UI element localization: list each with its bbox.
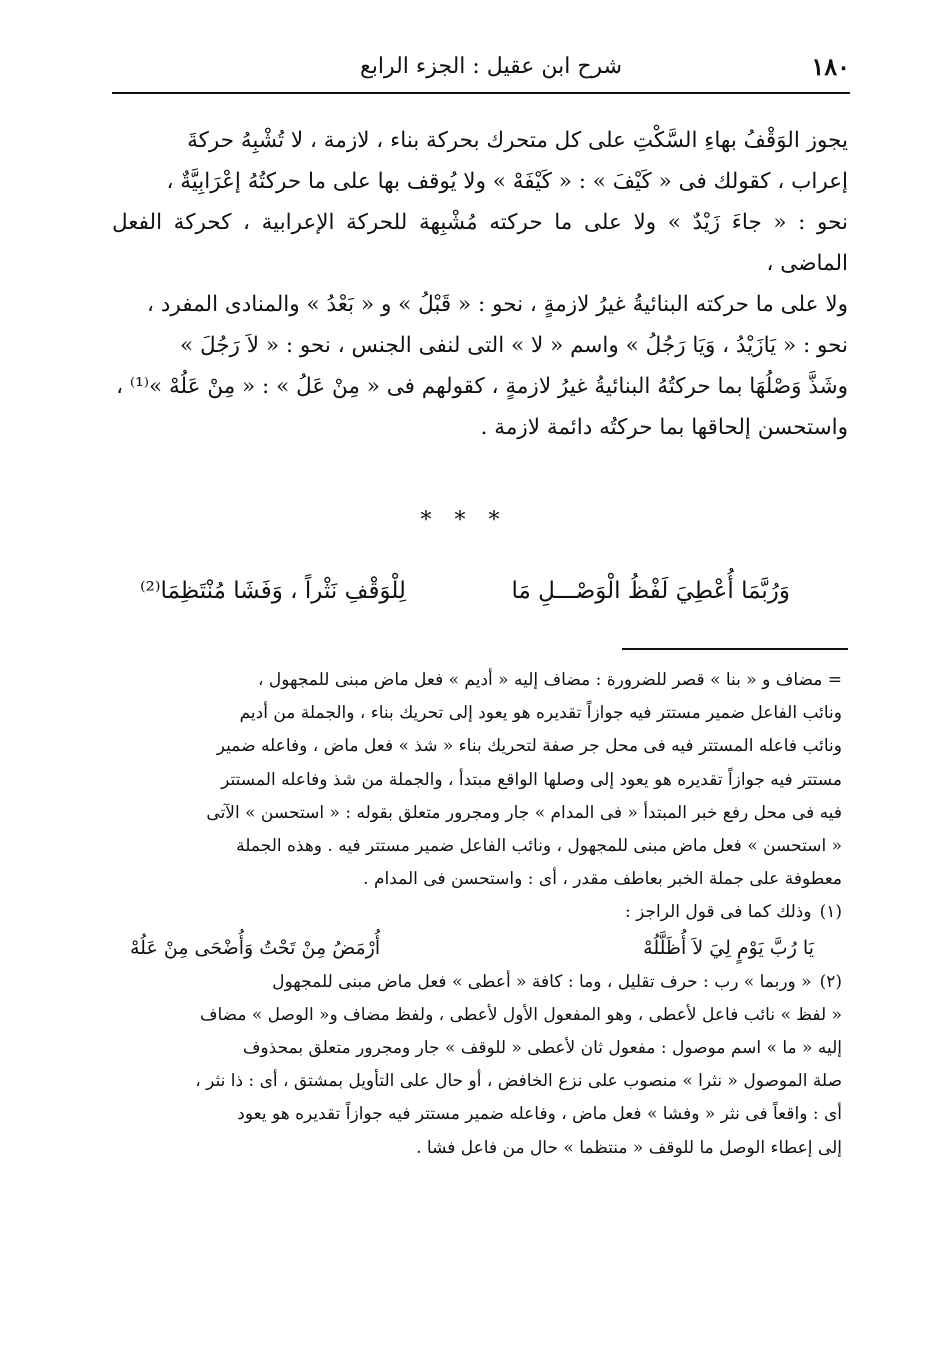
footnote-text: وذلك كما فى قول الراجز :: [624, 902, 812, 923]
footnote-1-intro: [100, 896, 842, 929]
footnote-line: أى : واقعاً فى نثر « وفشا » فعل ماض ، وفاعله ضمير مستتر فيه جوازاً تقديره هو يعود: [237, 1104, 842, 1125]
text-line: نحو : « يَازَيْدُ ، وَيَا رَجُلُ » واسم « لا » التى لنفى الجنس ، نحو : « لاَ رَجُلَ »: [179, 333, 848, 358]
text-line: نحو : « جاءَ زَيْدٌ » ولا على ما حركته مُشْبِهة للحركة الإعرابية ، كحركة الفعل الماضى ،: [112, 210, 848, 276]
text-line: واستحسن إلحاقها بما حركتُه دائمة لازمة .: [480, 415, 848, 440]
footnote-verse: [100, 930, 842, 966]
verse-line: [140, 578, 790, 604]
footnote-line: « استحسن » فعل ماض مبنى للمجهول ، ونائب الفاعل ضمير مستتر فيه . وهذه الجملة: [236, 836, 842, 857]
page-number: ١٨٠: [811, 52, 850, 81]
text-line: ولا على ما حركته البنائيةُ غيرُ لازمةٍ ، نحو : « قَبْلُ » و « بَعْدُ » والمنادى المفرد ،: [147, 292, 848, 317]
footnote-marker: (٢): [819, 971, 842, 992]
text-line: وشَذَّ وَصْلُهَا بما حركتُهُ البنائيةُ غيرُ لازمةٍ ، كقولهم فى « مِنْ عَلُ » : « مِنْ عَلُهْ »⁽¹⁾ ،: [116, 374, 848, 399]
footnote-marker: (١): [819, 902, 842, 923]
footnote-text: « وربما » رب : حرف تقليل ، وما : كافة « أعطى » فعل ماض مبنى للمجهول: [272, 971, 812, 992]
footnote-2-line: [100, 966, 842, 999]
footnote-verse-first: يَا رُبَّ يَوْمٍ لِيَ لاَ أُظَلَّلُهْ: [643, 936, 814, 959]
footnotes: [100, 664, 842, 1165]
verse-hemistich-first: وَرُبَّمَا أُعْطِيَ لَفْظُ الْوَصْـــلِ مَا: [511, 578, 790, 604]
footnote-line: = مضاف و « بنا » قصر للضرورة : مضاف إليه « أديم » فعل ماض مبنى للمجهول ،: [257, 670, 842, 690]
text-line: إعراب ، كقولك فى « كَيْفَ » : « كَيْفَهْ » ولا يُوقف بها على ما حركتُهُ إعْرَابِيَّةٌ ،: [166, 169, 848, 194]
footnote-verse-second: أُرْمَضُ مِنْ تَحْتُ وَأُضْحَى مِنْ عَلُهْ: [130, 936, 381, 959]
footnote-line: ونائب فاعله المستتر فيه فى محل جر صفة لتحريك بناء « شذ » فعل ماض ، وفاعله ضمير: [216, 736, 842, 757]
footnote-rule: [622, 648, 848, 650]
running-title: شرح ابن عقيل : الجزء الرابع: [360, 54, 623, 79]
footnote-line: فيه فى محل رفع خبر المبتدأ « فى المدام » جار ومجرور متعلق بقوله : « استحسن » الآتى: [206, 802, 842, 823]
verse-hemistich-second: لِلْوَقْفِ نَثْراً ، وَفَشَا مُنْتَظِمَا⁽²⁾: [140, 578, 406, 604]
footnote-line: مستتر فيه جوازاً تقديره هو يعود إلى وصلها الواقع مبتدأ ، والجملة من شذ وفاعله المستتر: [221, 769, 842, 790]
text-line: يجوز الوَقْفُ بهاءِ السَّكْتِ على كل متحرك بحركة بناء ، لازمة ، لا تُشْبِهُ حركةَ: [187, 128, 848, 153]
footnote-line: إليه « ما » اسم موصول : مفعول ثان لأعطى « للوقف » جار ومجرور متعلق بمحذوف: [242, 1038, 842, 1059]
footnote-line: « لفظ » نائب فاعل لأعطى ، وهو المفعول الأول لأعطى ، ولفظ مضاف و« الوصل » مضاف: [199, 1004, 842, 1025]
footnote-line: ونائب الفاعل ضمير مستتر فيه جوازاً تقديره هو يعود إلى تحريك بناء ، والجملة من أديم: [239, 703, 842, 724]
page-header: [112, 40, 850, 94]
section-separator: * * *: [420, 508, 508, 533]
footnote-line: معطوفة على جملة الخبر بعاطف مقدر ، أى : واستحسن فى المدام .: [363, 869, 842, 890]
main-text: [112, 120, 848, 448]
footnote-line: إلى إعطاء الوصل ما للوقف « منتظما » حال من فاعل فشا .: [416, 1137, 842, 1158]
footnote-line: صلة الموصول « نثرا » منصوب على نزع الخافض ، أو حال على التأويل بمشتق ، أى : ذا نثر ،: [195, 1071, 842, 1092]
